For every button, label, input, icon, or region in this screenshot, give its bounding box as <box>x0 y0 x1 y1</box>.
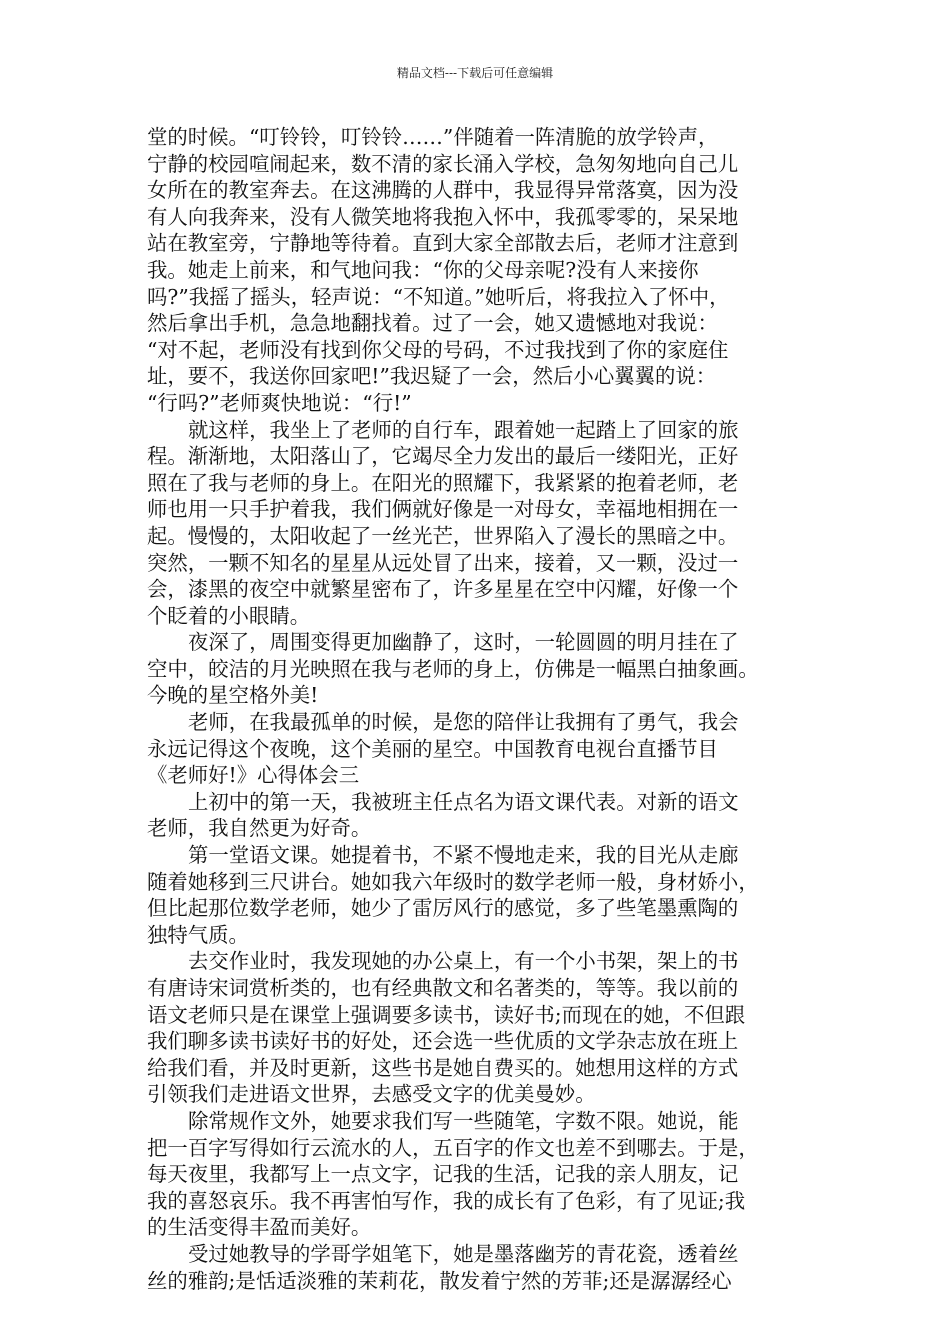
text-line: 我的喜怒哀乐。我不再害怕写作，我的成长有了色彩，有了见证;我 <box>147 1188 746 1213</box>
text-line: 有人向我奔来，没有人微笑地将我抱入怀中，我孤零零的，呆呆地 <box>147 204 739 229</box>
text-line: 今晚的星空格外美! <box>147 683 319 708</box>
text-line: 语文老师只是在课堂上强调要多读书，读好书;而现在的她，不但跟 <box>147 1002 746 1027</box>
text-line: 突然，一颗不知名的星星从远处冒了出来，接着，又一颗，没过一 <box>147 550 739 575</box>
text-line: 引领我们走进语文世界，去感受文字的优美曼妙。 <box>147 1082 596 1107</box>
text-line: 程。渐渐地，太阳落山了，它竭尽全力发出的最后一缕阳光，正好 <box>147 444 739 469</box>
text-line: 给我们看，并及时更新，这些书是她自费买的。她想用这样的方式 <box>147 1055 739 1080</box>
text-line: 女所在的教室奔去。在这沸腾的人群中，我显得异常落寞，因为没 <box>147 178 739 203</box>
text-line: 然后拿出手机，急急地翻找着。过了一会，她又遗憾地对我说： <box>147 311 718 336</box>
text-line: 每天夜里，我都写上一点文字，记我的生活，记我的亲人朋友，记 <box>147 1162 739 1187</box>
text-line: 的生活变得丰盈而美好。 <box>147 1215 372 1240</box>
text-line: 照在了我与老师的身上。在阳光的照耀下，我紧紧的抱着老师，老 <box>147 470 739 495</box>
text-line: 起。慢慢的，太阳收起了一丝光芒，世界陷入了漫长的黑暗之中。 <box>147 523 739 548</box>
text-line: 会，漆黑的夜空中就繁星密布了，许多星星在空中闪耀，好像一个 <box>147 577 739 602</box>
text-line: 但比起那位数学老师，她少了雷厉风行的感觉，多了些笔墨熏陶的 <box>147 896 739 921</box>
text-line: 独特气质。 <box>147 922 249 947</box>
text-line: 永远记得这个夜晚，这个美丽的星空。中国教育电视台直播节目 <box>147 736 718 761</box>
page-header: 精品文档---下载后可任意编辑 <box>396 66 554 80</box>
text-line: 去交作业时，我发现她的办公桌上，有一个小书架，架上的书 <box>188 949 739 974</box>
text-line: 第一堂语文课。她提着书，不紧不慢地走来，我的目光从走廊 <box>188 843 739 868</box>
text-line: 就这样，我坐上了老师的自行车，跟着她一起踏上了回家的旅 <box>188 417 739 442</box>
text-line: 上初中的第一天，我被班主任点名为语文课代表。对新的语文 <box>188 789 739 814</box>
text-line: 站在教室旁，宁静地等待着。直到大家全部散去后，老师才注意到 <box>147 231 739 256</box>
text-line: 我们聊多读书读好书的好处，还会选一些优质的文学杂志放在班上 <box>147 1029 739 1054</box>
text-line: 随着她移到三尺讲台。她如我六年级时的数学老师一般，身材娇小， <box>147 869 759 894</box>
text-line: 除常规作文外，她要求我们写一些随笔，字数不限。她说，能 <box>188 1108 739 1133</box>
text-line: 我。她走上前来，和气地问我：“你的父母亲呢?没有人来接你 <box>147 257 699 282</box>
text-line: 空中，皎洁的月光映照在我与老师的身上，仿佛是一幅黑白抽象画。 <box>147 656 759 681</box>
text-line: 宁静的校园喧闹起来，数不清的家长涌入学校，急匆匆地向自己儿 <box>147 151 739 176</box>
text-line: 《老师好!》心得体会三 <box>147 763 360 788</box>
text-line: 吗?”我摇了摇头，轻声说：“不知道。”她听后，将我拉入了怀中， <box>147 284 730 309</box>
text-line: 老师，在我最孤单的时候，是您的陪伴让我拥有了勇气，我会 <box>188 710 739 735</box>
text-line: 老师，我自然更为好奇。 <box>147 816 372 841</box>
body-text <box>147 124 807 1294</box>
text-line: “行吗?”老师爽快地说：“行!” <box>147 390 412 415</box>
text-line: 夜深了，周围变得更加幽静了，这时，一轮圆圆的明月挂在了 <box>188 630 739 655</box>
text-line: 堂的时候。“叮铃铃，叮铃铃……”伴随着一阵清脆的放学铃声， <box>147 125 719 149</box>
text-line: 把一百字写得如行云流水的人，五百字的作文也差不到哪去。于是， <box>147 1135 759 1160</box>
text-line: 受过她教导的学哥学姐笔下，她是墨落幽芳的青花瓷，透着丝 <box>188 1241 739 1266</box>
text-line: 有唐诗宋词赏析类的，也有经典散文和名著类的，等等。我以前的 <box>147 976 739 1000</box>
text-line: 址，要不，我送你回家吧!”我迟疑了一会，然后小心翼翼的说： <box>147 364 717 389</box>
text-line: 个眨着的小眼睛。 <box>147 603 311 628</box>
text-line: 丝的雅韵;是恬适淡雅的茉莉花，散发着宁然的芳菲;还是潺潺经心 <box>147 1268 732 1293</box>
text-line: “对不起，老师没有找到你父母的号码，不过我找到了你的家庭住 <box>147 337 729 362</box>
text-line: 师也用一只手护着我，我们俩就好像是一对母女，幸福地相拥在一 <box>147 497 739 522</box>
